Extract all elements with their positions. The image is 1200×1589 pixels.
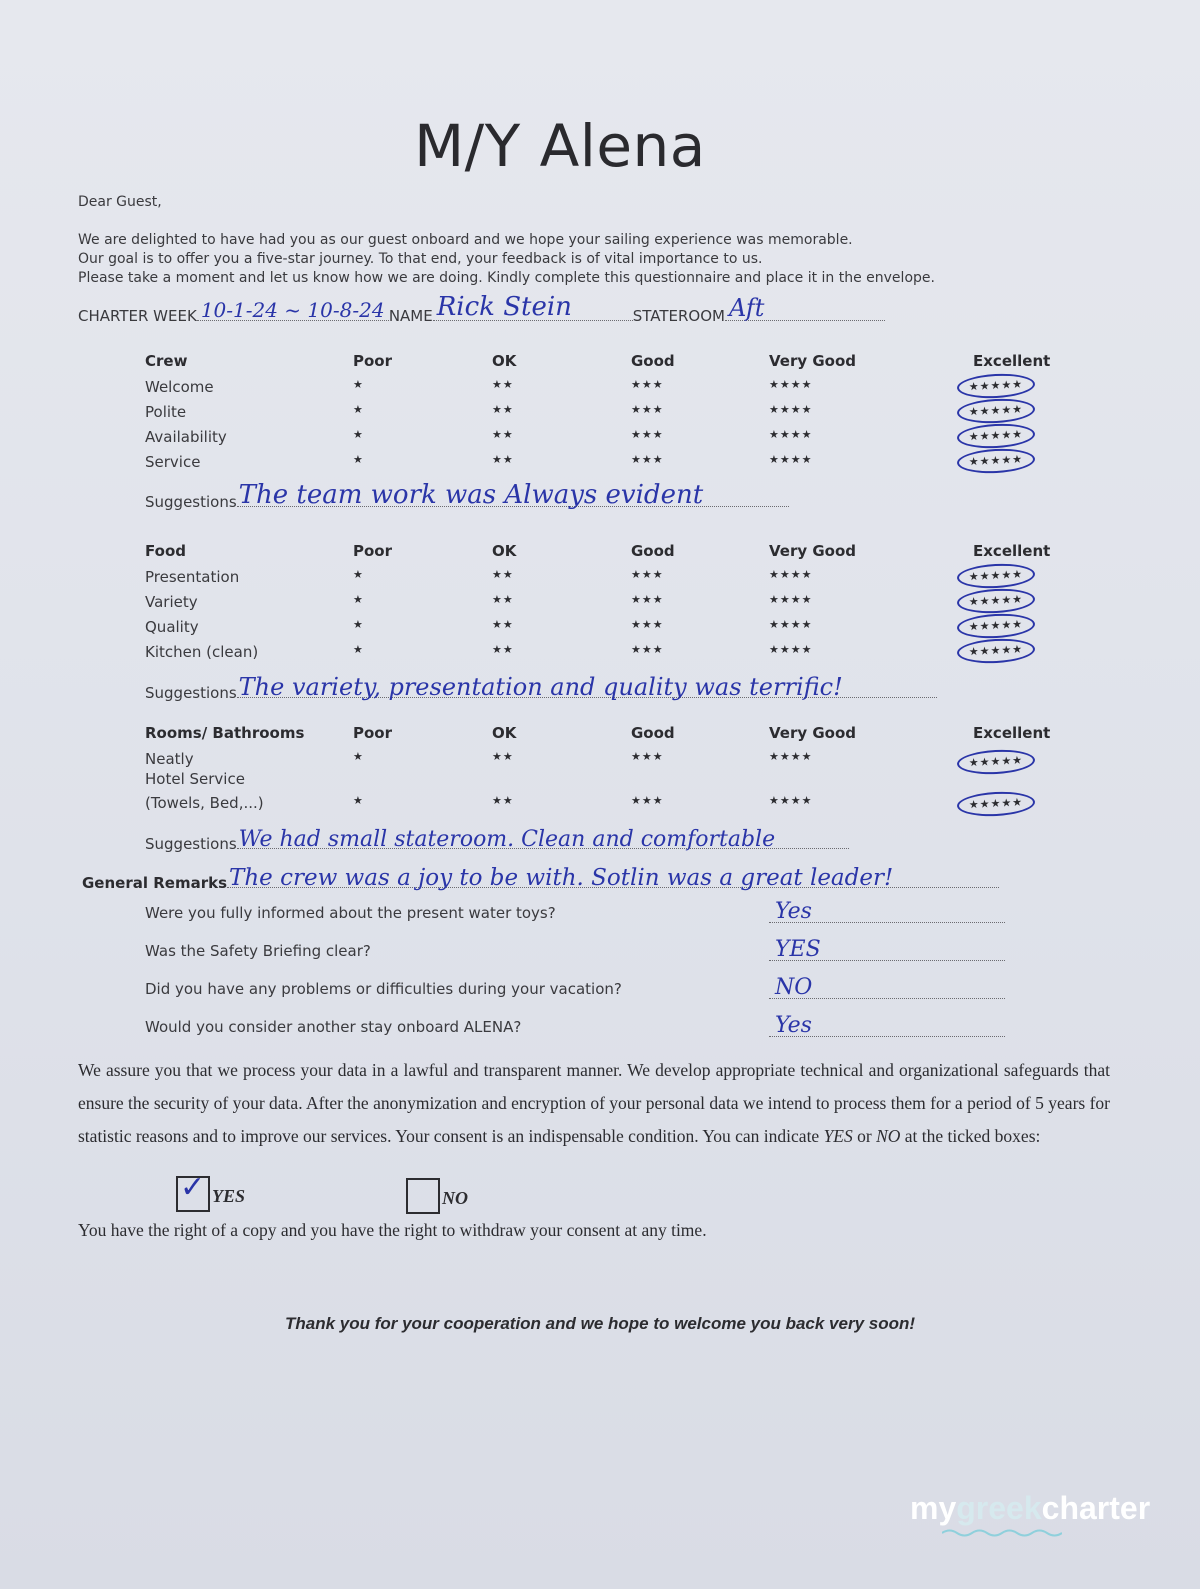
rating-good[interactable]: ★★★	[631, 403, 664, 416]
food-header	[145, 542, 1065, 566]
crew-suggestions	[145, 480, 789, 511]
data-privacy-notice	[78, 1054, 1110, 1153]
crew-section	[145, 352, 1065, 476]
rooms-row-neatly	[145, 748, 1065, 768]
logo-wave-icon	[942, 1528, 1062, 1538]
rooms-row-hotel-service	[145, 768, 1065, 792]
answer-field[interactable]	[769, 975, 1005, 1000]
rating-poor[interactable]: ★	[353, 378, 364, 391]
form-title: M/Y Alena	[414, 112, 706, 180]
rating-poor[interactable]: ★	[353, 428, 364, 441]
answer-field[interactable]	[769, 899, 1005, 924]
rooms-suggestions	[145, 827, 849, 853]
food-row-quality	[145, 616, 1065, 641]
rating-ok[interactable]: ★★	[492, 593, 514, 606]
rating-good[interactable]: ★★★	[631, 593, 664, 606]
row-label: Neatly	[145, 750, 194, 768]
privacy-no-word: NO	[876, 1126, 901, 1146]
rating-excellent-circled[interactable]: ★★★★★	[956, 397, 1035, 425]
col-very-good: Very Good	[769, 542, 857, 560]
col-ok: OK	[492, 724, 517, 742]
rating-very-good[interactable]: ★★★★	[769, 403, 813, 416]
stateroom-value: Aft	[728, 294, 765, 322]
rights-text: You have the right of a copy and you have the right to withdraw your consent at any time.	[78, 1220, 707, 1240]
charter-week-label: CHARTER WEEK	[78, 307, 197, 325]
crew-title: Crew	[145, 352, 188, 370]
crew-row-polite	[145, 401, 1065, 426]
rating-excellent-circled[interactable]: ★★★★★	[956, 748, 1035, 776]
rooms-suggestion-value: We had small stateroom. Clean and comfortable	[238, 827, 776, 852]
col-very-good: Very Good	[769, 724, 857, 742]
row-label: Variety	[145, 593, 198, 611]
question-safety-briefing	[145, 937, 1005, 962]
answer-field[interactable]	[769, 937, 1005, 962]
rating-poor[interactable]: ★	[353, 593, 364, 606]
crew-suggestions-field[interactable]	[237, 480, 789, 510]
rating-excellent-circled[interactable]: ★★★★★	[956, 562, 1035, 590]
food-suggestions-field[interactable]	[237, 673, 937, 701]
rating-ok[interactable]: ★★	[492, 428, 514, 441]
rating-poor[interactable]: ★	[353, 618, 364, 631]
rooms-title: Rooms/ Bathrooms	[145, 724, 305, 742]
privacy-text: We assure you that we process your data in a lawful and transparent manner. We develop appropriate technical and organizational safeguards that ensure the security of your data. After the anonymization and encryption of your personal data we intend to process them for a period of 5 years for statistic reasons and to improve our services. Your consent is an indispensable condition. You can indicate	[78, 1060, 1110, 1146]
rating-ok[interactable]: ★★	[492, 453, 514, 466]
question-text: Were you fully informed about the present water toys?	[145, 904, 556, 922]
rating-ok[interactable]: ★★	[492, 568, 514, 581]
question-text: Was the Safety Briefing clear?	[145, 942, 371, 960]
rating-ok[interactable]: ★★	[492, 403, 514, 416]
general-remarks	[82, 865, 999, 892]
food-suggestion-value: The variety, presentation and quality was terrific!	[238, 673, 843, 701]
rating-very-good[interactable]: ★★★★	[769, 453, 813, 466]
rating-ok[interactable]: ★★	[492, 643, 514, 656]
col-poor: Poor	[353, 542, 393, 560]
stateroom-field[interactable]	[725, 294, 885, 322]
question-problems	[145, 975, 1005, 1000]
suggestions-label: Suggestions	[145, 835, 237, 853]
col-good: Good	[631, 352, 675, 370]
food-row-presentation	[145, 566, 1065, 591]
col-ok: OK	[492, 352, 517, 370]
general-remarks-value: The crew was a joy to be with. Sotlin was a great leader!	[229, 865, 894, 891]
privacy-yes-word: YES	[823, 1126, 853, 1146]
food-row-kitchen	[145, 641, 1065, 666]
logo-part-charter: charter	[1041, 1490, 1151, 1526]
suggestions-label: Suggestions	[145, 493, 237, 511]
rooms-row-towels-bed	[145, 792, 1065, 817]
rating-good[interactable]: ★★★	[631, 794, 664, 807]
rating-very-good[interactable]: ★★★★	[769, 568, 813, 581]
rating-good[interactable]: ★★★	[631, 428, 664, 441]
rating-ok[interactable]: ★★	[492, 378, 514, 391]
crew-row-welcome	[145, 376, 1065, 401]
col-poor: Poor	[353, 724, 393, 742]
row-label: Service	[145, 453, 201, 471]
rating-poor[interactable]: ★	[353, 568, 364, 581]
intro-line-3: Please take a moment and let us know how we are doing. Kindly complete this questionnaire and place it in the envelope.	[78, 270, 935, 286]
rating-excellent-circled[interactable]: ★★★★★	[956, 372, 1035, 400]
question-text: Did you have any problems or difficulties during your vacation?	[145, 980, 622, 998]
rating-ok[interactable]: ★★	[492, 618, 514, 631]
greeting: Dear Guest,	[78, 194, 162, 210]
crew-row-service	[145, 451, 1065, 476]
rating-good[interactable]: ★★★	[631, 378, 664, 391]
logo-part-my: my	[910, 1490, 957, 1526]
suggestions-label: Suggestions	[145, 684, 237, 702]
answer-value: Yes	[775, 1013, 812, 1038]
question-text: Would you consider another stay onboard ALENA?	[145, 1018, 522, 1036]
logo-part-greek: greek	[956, 1490, 1042, 1526]
name-field[interactable]	[433, 292, 633, 322]
col-excellent: Excellent	[973, 542, 1051, 560]
thank-you-message: Thank you for your cooperation and we hope to welcome you back very soon!	[284, 1314, 916, 1333]
rating-very-good[interactable]: ★★★★	[769, 593, 813, 606]
answer-value: NO	[775, 975, 813, 1000]
rating-excellent-circled[interactable]: ★★★★★	[956, 422, 1035, 450]
answer-field[interactable]	[769, 1013, 1005, 1038]
intro-line-1: We are delighted to have had you as our guest onboard and we hope your sailing experience was memorable.	[78, 232, 853, 248]
crew-header	[145, 352, 1065, 376]
check-mark-icon: ✓	[180, 1170, 206, 1205]
rating-good[interactable]: ★★★	[631, 568, 664, 581]
rating-ok[interactable]: ★★	[492, 750, 514, 763]
rating-excellent-circled[interactable]: ★★★★★	[956, 790, 1035, 818]
row-label: Availability	[145, 428, 227, 446]
consent-no-checkbox[interactable]	[406, 1178, 440, 1214]
row-label: Welcome	[145, 378, 214, 396]
consent-no-label: NO	[442, 1188, 468, 1208]
header-fields-row	[78, 292, 885, 325]
general-remarks-field[interactable]	[227, 865, 999, 891]
crew-suggestion-value: The team work was Always evident	[238, 480, 704, 510]
food-suggestions	[145, 673, 937, 702]
crew-row-availability	[145, 426, 1065, 451]
rooms-header	[145, 724, 1065, 748]
rating-poor[interactable]: ★	[353, 403, 364, 416]
rating-excellent-circled[interactable]: ★★★★★	[956, 612, 1035, 640]
charter-week-value: 10-1-24 ~ 10-8-24	[200, 298, 385, 322]
rating-good[interactable]: ★★★	[631, 643, 664, 656]
rating-very-good[interactable]: ★★★★	[769, 428, 813, 441]
question-another-stay	[145, 1013, 1005, 1038]
rating-poor[interactable]: ★	[353, 794, 364, 807]
rooms-section	[145, 724, 1065, 817]
row-label: Hotel Service	[145, 770, 245, 788]
name-value: Rick Stein	[436, 292, 572, 322]
col-ok: OK	[492, 542, 517, 560]
col-very-good: Very Good	[769, 352, 857, 370]
food-section	[145, 542, 1065, 666]
row-label: Quality	[145, 618, 199, 636]
row-label: Kitchen (clean)	[145, 643, 259, 661]
col-poor: Poor	[353, 352, 393, 370]
rating-very-good[interactable]: ★★★★	[769, 794, 813, 807]
rating-ok[interactable]: ★★	[492, 794, 514, 807]
name-label: NAME	[388, 307, 433, 325]
food-title: Food	[145, 542, 186, 560]
privacy-or-word: or	[857, 1126, 872, 1146]
rating-good[interactable]: ★★★	[631, 750, 664, 763]
charter-week-field[interactable]	[197, 298, 389, 322]
rating-good[interactable]: ★★★	[631, 453, 664, 466]
row-label: (Towels, Bed,...)	[145, 794, 264, 812]
rating-very-good[interactable]: ★★★★	[769, 643, 813, 656]
rating-excellent-circled[interactable]: ★★★★★	[956, 447, 1035, 475]
intro-line-2: Our goal is to offer you a five-star journey. To that end, your feedback is of vital importance to us.	[78, 251, 763, 267]
mygreekcharter-logo	[910, 1490, 1150, 1527]
general-remarks-label: General Remarks	[82, 874, 227, 892]
answer-value: Yes	[775, 899, 812, 924]
rooms-suggestions-field[interactable]	[237, 827, 849, 852]
col-excellent: Excellent	[973, 724, 1051, 742]
rating-good[interactable]: ★★★	[631, 618, 664, 631]
row-label: Polite	[145, 403, 187, 421]
rating-very-good[interactable]: ★★★★	[769, 378, 813, 391]
answer-value: YES	[775, 937, 821, 962]
col-excellent: Excellent	[973, 352, 1051, 370]
col-good: Good	[631, 542, 675, 560]
rating-very-good[interactable]: ★★★★	[769, 618, 813, 631]
rating-excellent-circled[interactable]: ★★★★★	[956, 637, 1035, 665]
rating-poor[interactable]: ★	[353, 453, 364, 466]
food-row-variety	[145, 591, 1065, 616]
col-good: Good	[631, 724, 675, 742]
stateroom-label: STATEROOM	[632, 307, 725, 325]
question-water-toys	[145, 899, 1005, 924]
row-label: Presentation	[145, 568, 240, 586]
consent-yes-label: YES	[212, 1186, 246, 1206]
rating-poor[interactable]: ★	[353, 750, 364, 763]
rating-excellent-circled[interactable]: ★★★★★	[956, 587, 1035, 615]
privacy-tail: at the ticked boxes:	[904, 1126, 1041, 1146]
rating-poor[interactable]: ★	[353, 643, 364, 656]
rating-very-good[interactable]: ★★★★	[769, 750, 813, 763]
